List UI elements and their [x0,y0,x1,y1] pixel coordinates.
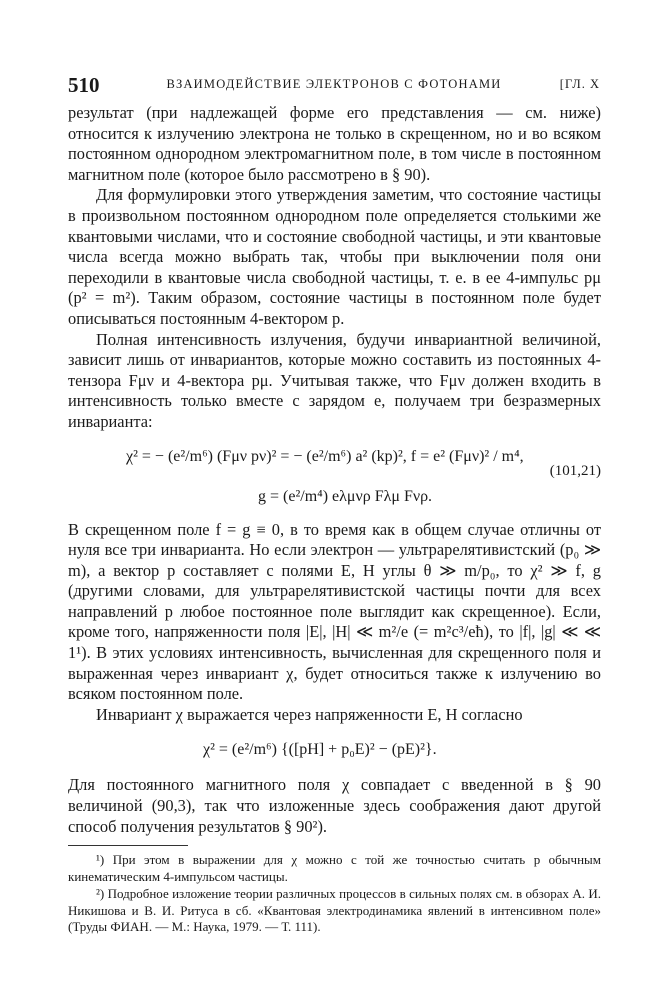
running-header [68,73,600,95]
footnote-2: ²) Подробное изложение теории различных процессов в сильных полях см. в обзорах А. И. Никишова и В. И. Ритуса в сб. «Квантовая электродинамика явлений в интенсивном поле» (Труды ФИАН. — М.: Наука, 1979. — Т. 111). [68,885,601,935]
paragraph-4: В скрещенном поле f = g ≡ 0, в то время как в общем случае отличны от нуля все три инварианта. Но если электрон — ультрарелятивистский (p₀ ≫ m), а вектор p составляет с полями E, H углы θ ≫ m/p₀, то χ² ≫ f, g (другими словами, для ультрарелятивистской частицы почти для всех направлений p любое постоянное поле выглядит как скрещенное). Если, кроме того, напряженности поля |E|, |H| ≪ m²/e (= m²c³/eħ), то |f|, |g| ≪ ≪ 1¹). В этих условиях интенсивность, вычисленная для скрещенного поля и выраженная через инвариант χ, будет относиться также к излучению во всяком постоянном поле. [68,519,601,704]
equation-101-21 [68,436,601,518]
paragraph-2: Для формулировки этого утверждения заметим, что состояние частицы в произвольном постоянном однородном поле определяется столькими же квантовыми числами, что и состояние свободной частицы, и эти квантовые числа всегда можно выбрать так, чтобы при выключении поля они переходили в квантовые числа свободной частицы, т. е. в ее 4-импульс pμ (p² = m²). Таким образом, состояние частицы в постоянном поле будет описываться постоянным 4-вектором p. [68,185,601,328]
equation-number: (101,21) [549,462,601,479]
equation-chi [68,729,601,771]
main-text [68,103,601,936]
footnote-divider [68,845,188,846]
page-number: 510 [68,73,100,97]
running-title: ВЗАИМОДЕЙСТВИЕ ЭЛЕКТРОНОВ С ФОТОНАМИ [166,77,502,91]
paragraph-1: результат (при надлежащей форме его представления — см. ниже) относится к излучению электрона не только в скрещенном, но и во всяком постоянном однородном электромагнитном поле, в том числе в постоянном магнитном поле (которое было рассмотрено в § 90). [68,103,601,184]
chapter-label: [ГЛ. X [559,77,600,91]
equation-line-2: g = (e²/m⁴) eλμνρ Fλμ Fνρ. [258,487,433,505]
paragraph-3: Полная интенсивность излучения, будучи инвариантной величиной, зависит лишь от инвариантов, которые можно составить из постоянных 4-тензора Fμν и 4-вектора pμ. Учитывая также, что Fμν должен входить в интенсивность только вместе с зарядом e, получаем три безразмерных инварианта: [68,329,601,431]
equation-chi-line: χ² = (e²/m⁶) {([pH] + p₀E)² − (pE)²}. [203,741,437,759]
paragraph-5: Инвариант χ выражается через напряженности E, H согласно [96,704,523,724]
footnote-1: ¹) При этом в выражении для χ можно с той же точностью считать p обычным кинематическим 4-импульсом частицы. [68,852,601,885]
equation-line-1: χ² = − (e²/m⁶) (Fμν pν)² = − (e²/m⁶) a² (kp)², f = e² (Fμν)² / m⁴, [126,447,524,465]
paragraph-6: Для постоянного магнитного поля χ совпадает с введенной в § 90 величиной (90,3), так что изложенные здесь соображения дают другой способ получения результатов § 90²). [68,775,601,836]
